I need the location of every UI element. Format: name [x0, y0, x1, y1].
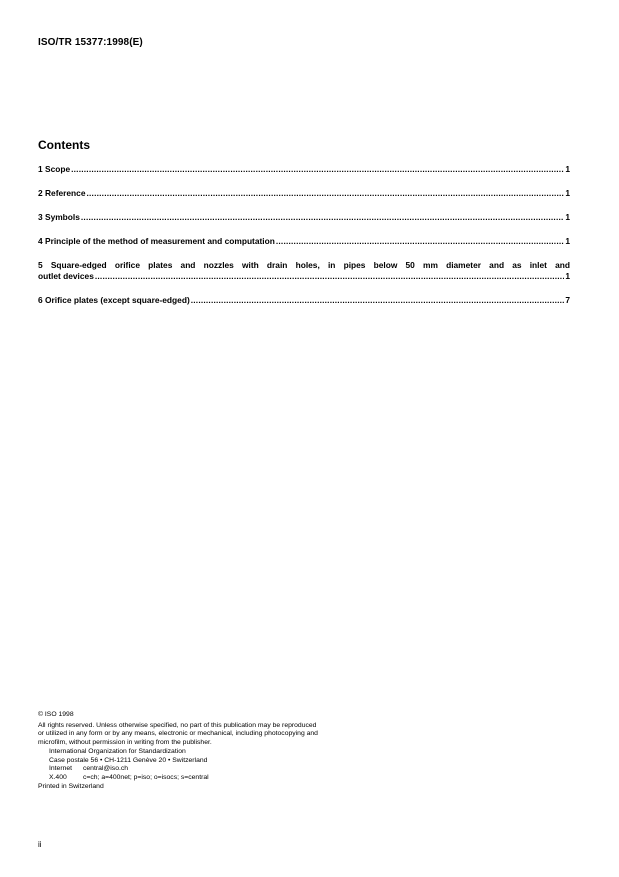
toc-entry-title-line-1: 5 Square-edged orifice plates and nozzles with drain holes, in pipes below 50 mm diameter and as inlet and	[38, 260, 570, 270]
x400-label: X.400	[49, 773, 67, 781]
toc-page-number: 1	[565, 164, 570, 174]
organization-name: International Organization for Standardization	[49, 747, 186, 755]
toc-entry-symbols[interactable]	[38, 212, 570, 223]
toc-entry-title: 2 Reference	[38, 188, 86, 198]
toc-leader-dots	[276, 236, 564, 247]
toc-page-number: 1	[565, 236, 570, 246]
rights-line-1: All rights reserved. Unless otherwise specified, no part of this publication may be reproduced	[38, 721, 317, 729]
toc-leader-dots	[87, 188, 565, 199]
toc-entry-principle[interactable]	[38, 236, 570, 247]
toc-leader-dots	[95, 271, 564, 282]
printed-location: Printed in Switzerland	[38, 782, 104, 790]
internet-email[interactable]: central@iso.ch	[83, 765, 129, 773]
postal-address: Case postale 56 • CH-1211 Genève 20 • Switzerland	[49, 756, 208, 764]
toc-page-number: 1	[565, 188, 570, 198]
x400-address: c=ch; a=400net; p=iso; o=isocs; s=central	[83, 773, 209, 781]
document-id-header: ISO/TR 15377:1998(E)	[38, 37, 143, 48]
toc-entry-title: 4 Principle of the method of measurement and computation	[38, 236, 275, 246]
toc-entry-title: 1 Scope	[38, 164, 71, 174]
internet-row	[38, 765, 398, 774]
toc-entry-scope[interactable]	[38, 164, 570, 175]
toc-entry-reference[interactable]	[38, 188, 570, 199]
toc-leader-dots	[81, 212, 564, 223]
toc-page-number: 1	[565, 212, 570, 222]
copyright-notice: © ISO 1998	[38, 711, 74, 718]
toc-entry-orifice-plates[interactable]	[38, 295, 570, 306]
toc-leader-dots	[191, 295, 565, 306]
copyright-footer	[38, 711, 398, 791]
toc-page-number: 7	[565, 295, 570, 305]
rights-line-2: or utilized in any form or by any means, electronic or mechanical, including photocopying and	[38, 730, 318, 738]
contents-heading: Contents	[38, 138, 90, 152]
table-of-contents	[38, 164, 570, 319]
toc-page-number: 1	[565, 271, 570, 281]
x400-row	[38, 774, 398, 783]
page-number: ii	[38, 840, 42, 849]
internet-label: Internet	[49, 765, 73, 773]
toc-entry-title: 3 Symbols	[38, 212, 80, 222]
rights-line-3: microfilm, without permission in writing from the publisher.	[38, 739, 212, 747]
toc-entry-title: 6 Orifice plates (except square-edged)	[38, 295, 190, 305]
toc-entry-square-edged-orifice[interactable]	[38, 260, 570, 282]
toc-entry-title-line-2: outlet devices	[38, 271, 94, 281]
toc-leader-dots	[71, 164, 564, 175]
